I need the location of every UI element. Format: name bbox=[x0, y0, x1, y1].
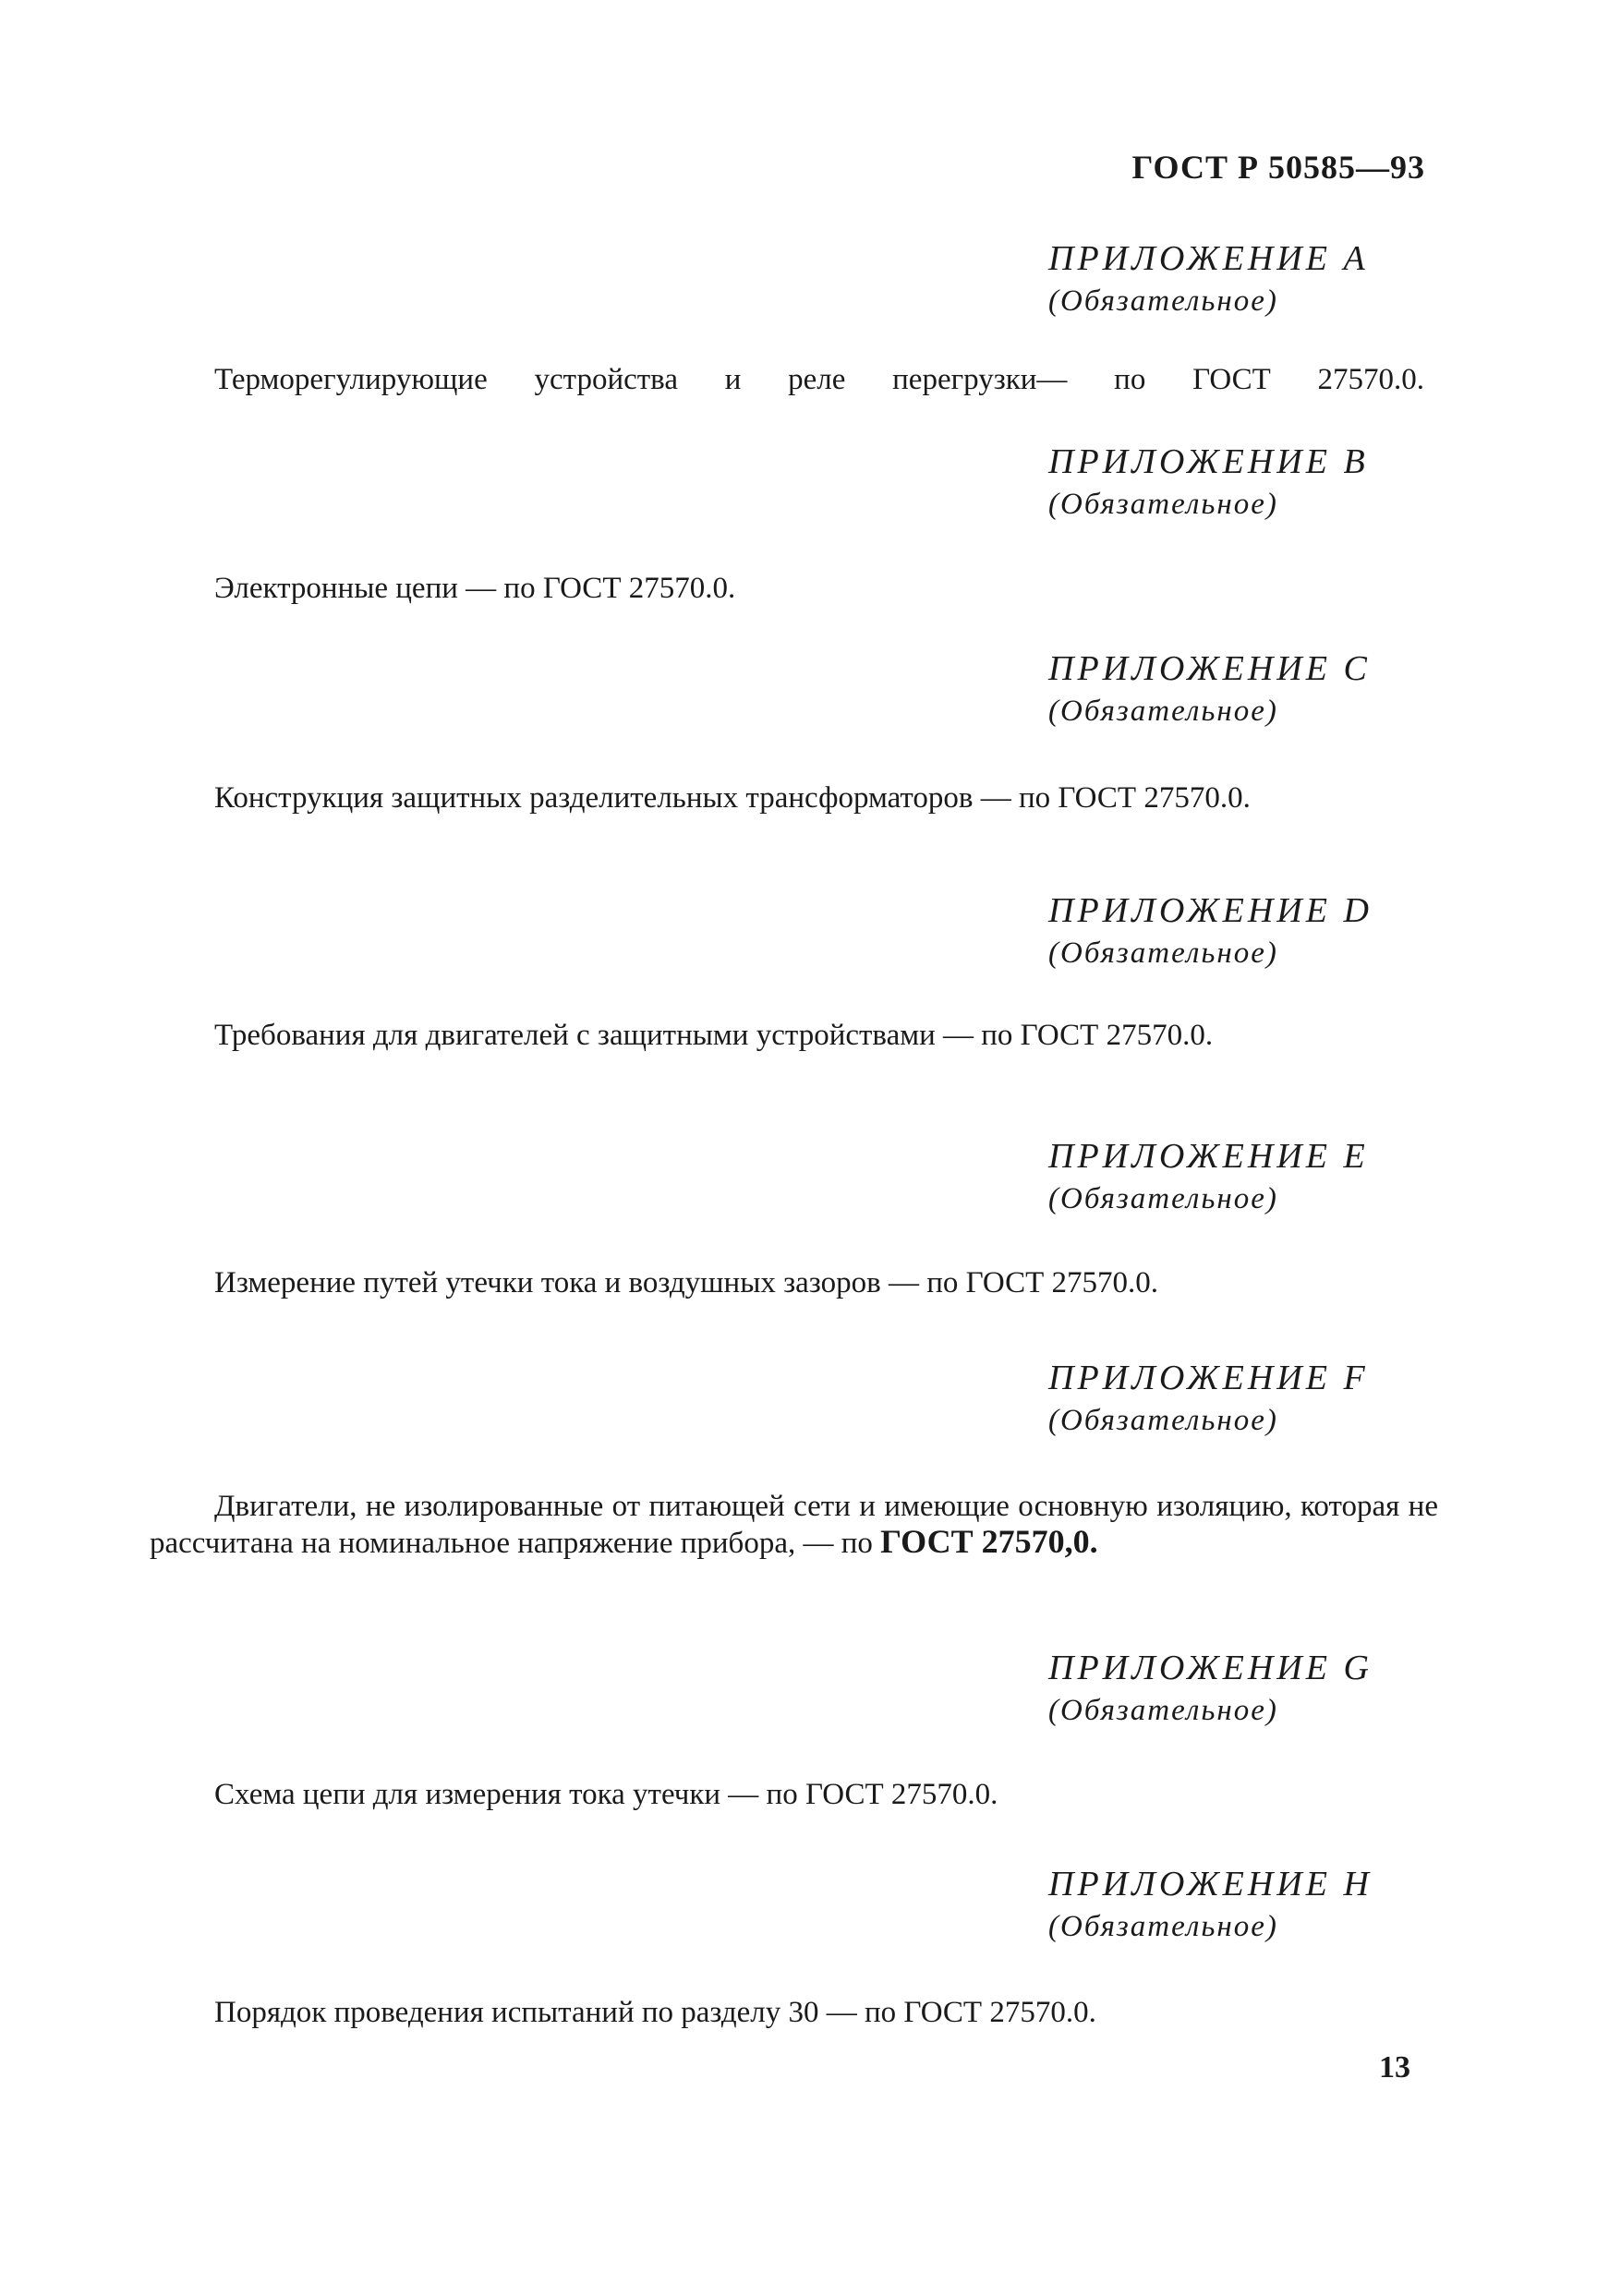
appendix-title: ПРИЛОЖЕНИЕ А bbox=[1048, 239, 1369, 278]
appendix-status: (Обязательное) bbox=[1048, 1694, 1278, 1727]
appendix-status: (Обязательное) bbox=[1048, 937, 1278, 970]
appendix-status: (Обязательное) bbox=[1048, 1910, 1278, 1943]
appendix-f-body: Двигатели, не изолированные от питающей сети и имеющие основную изоляцию, которая не рассчитана на номинальное напряжение прибора, — по bbox=[150, 1490, 1438, 1560]
appendix-title: ПРИЛОЖЕНИЕ Н bbox=[1048, 1865, 1373, 1903]
appendix-status: (Обязательное) bbox=[1048, 284, 1278, 318]
standard-designation: ГОСТ Р 50585—93 bbox=[1131, 149, 1425, 186]
appendix-g-heading bbox=[1048, 1648, 1436, 1728]
appendix-status: (Обязательное) bbox=[1048, 1404, 1278, 1437]
appendix-title: ПРИЛОЖЕНИЕ Е bbox=[1048, 1137, 1369, 1176]
appendix-title: ПРИЛОЖЕНИЕ В bbox=[1048, 442, 1369, 481]
appendix-d-text: Требования для двигателей с защитными устройствами — по ГОСТ 27570.0. bbox=[214, 1019, 1214, 1052]
appendix-f-reference: ГОСТ 27570,0. bbox=[880, 1523, 1098, 1560]
appendix-e-text: Измерение путей утечки тока и воздушных зазоров — по ГОСТ 27570.0. bbox=[214, 1266, 1159, 1299]
appendix-a-heading bbox=[1048, 238, 1436, 319]
page-number: 13 bbox=[1379, 2050, 1410, 2085]
appendix-e-heading bbox=[1048, 1136, 1436, 1216]
appendix-c-heading bbox=[1048, 648, 1436, 729]
appendix-c-text: Конструкция защитных разделительных трансформаторов — по ГОСТ 27570.0. bbox=[214, 781, 1251, 815]
appendix-b-heading bbox=[1048, 441, 1436, 522]
appendix-g-text: Схема цепи для измерения тока утечки — по ГОСТ 27570.0. bbox=[214, 1778, 998, 1811]
appendix-status: (Обязательное) bbox=[1048, 695, 1278, 728]
appendix-h-heading bbox=[1048, 1864, 1436, 1944]
appendix-status: (Обязательное) bbox=[1048, 488, 1278, 521]
appendix-title: ПРИЛОЖЕНИЕ С bbox=[1048, 649, 1371, 688]
appendix-d-heading bbox=[1048, 890, 1436, 971]
appendix-f-text bbox=[150, 1489, 1438, 1561]
appendix-h-text: Порядок проведения испытаний по разделу 30 — по ГОСТ 27570.0. bbox=[214, 1996, 1096, 2029]
appendix-status: (Обязательное) bbox=[1048, 1182, 1278, 1215]
appendix-title: ПРИЛОЖЕНИЕ D bbox=[1048, 891, 1373, 930]
appendix-title: ПРИЛОЖЕНИЕ F bbox=[1048, 1359, 1369, 1397]
appendix-title: ПРИЛОЖЕНИЕ G bbox=[1048, 1649, 1373, 1687]
appendix-b-text: Электронные цепи — по ГОСТ 27570.0. bbox=[214, 572, 736, 605]
appendix-a-text: Терморегулирующие устройства и реле перегрузки— по ГОСТ 27570.0. bbox=[214, 363, 1424, 396]
appendix-f-heading bbox=[1048, 1358, 1436, 1438]
